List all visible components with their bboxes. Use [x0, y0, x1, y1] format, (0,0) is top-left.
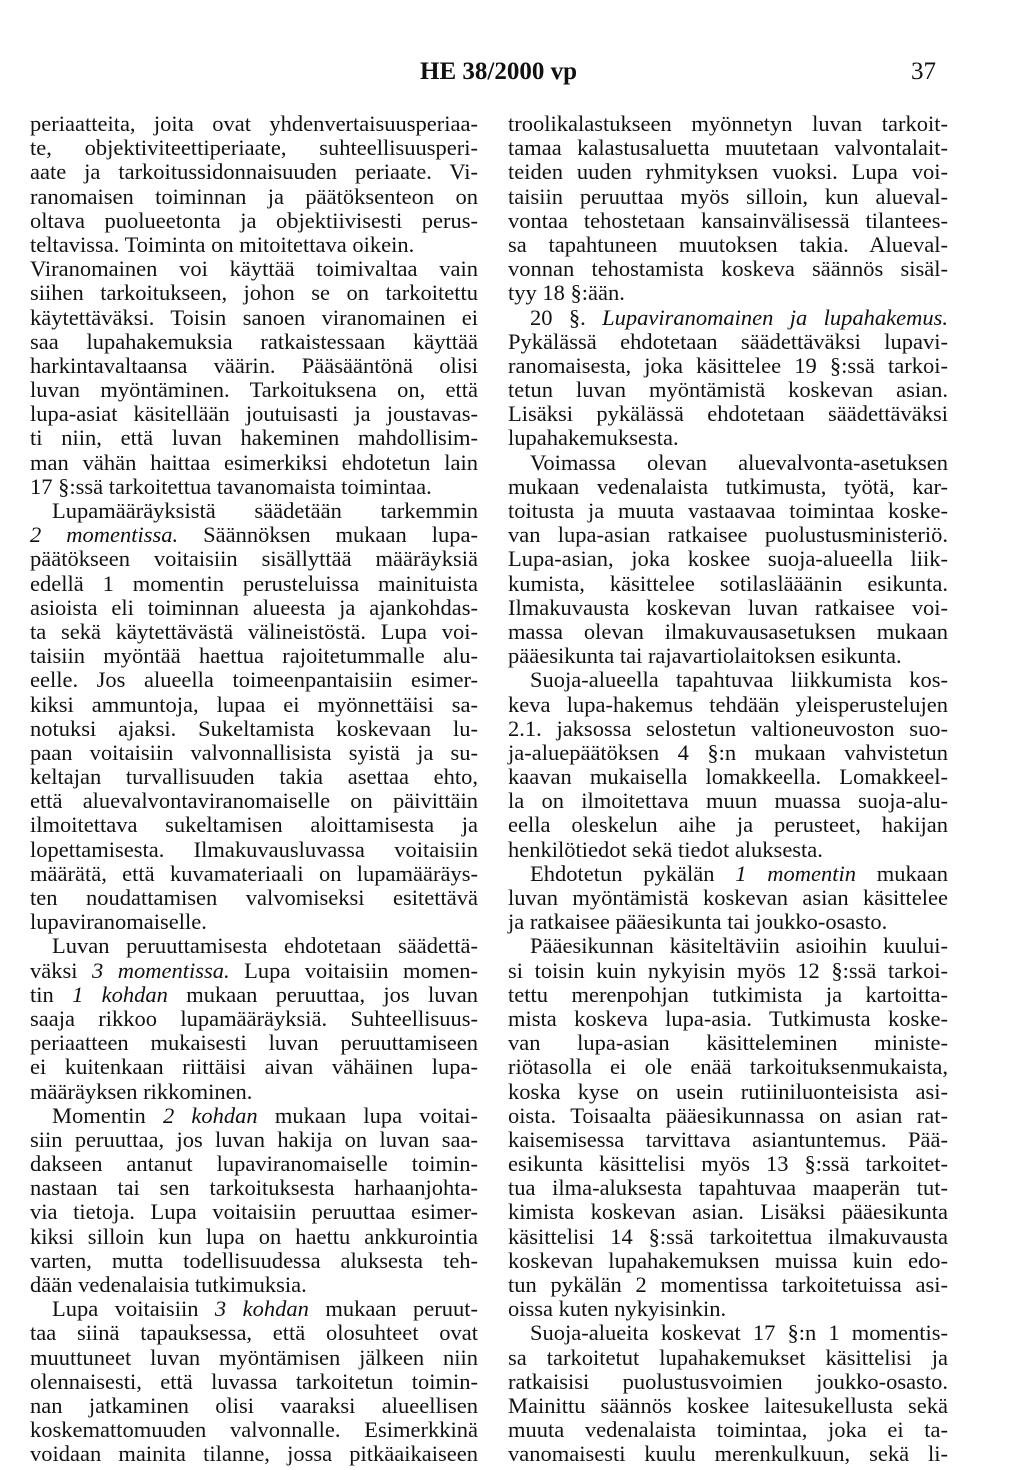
text-line: asioista eli toiminnan alueesta ja ajankohdas- — [30, 594, 478, 620]
text-line: lopettamisesta. Ilmakuvausluvassa voitaisiin — [30, 836, 478, 862]
text-line: eelle. Jos alueella toimeenpantaisiin esimer- — [30, 667, 478, 693]
text-line: ja-aluepäätöksen 4 §:n mukaan vahvistetun — [508, 739, 948, 765]
italic-reference: 2 momentissa. — [30, 522, 179, 548]
text-line: esikunta käsittelisi myös 13 §:ssä tarkoitet- — [508, 1151, 948, 1177]
text-line: saa lupahakemuksia ratkaistessaan käyttää — [30, 328, 478, 354]
text-line: koska kyse on usein rutiiniluonteisista asi- — [508, 1078, 948, 1104]
text-line: 2.1. jaksossa selostetun valtioneuvoston suo- — [508, 715, 948, 741]
text-line: sa tapahtuneen muutoksen takia. Alueval- — [508, 231, 948, 257]
text-line: saaja rikkoo lupamääräyksiä. Suhteellisuus- — [30, 1005, 478, 1031]
text-line: Lupa-asian, joka koskee suoja-alueella liik- — [508, 546, 948, 572]
right-column — [508, 112, 948, 1467]
text-line: muuta vedenalaista toimintaa, joka ei ta- — [508, 1417, 948, 1443]
text-line: periaatteen mukaisesti luvan peruuttamiseen — [30, 1030, 478, 1056]
text-line: käsittelisi 14 §:ssä tarkoitettua ilmakuvausta — [508, 1223, 948, 1249]
text-line: te, objektiviteettiperiaate, suhteellisuusperi- — [30, 135, 478, 161]
text-line: troolikalastukseen myönnetyn luvan tarkoit- — [508, 111, 948, 136]
text-line: kiksi ammuntoja, lupaa ei myönnettäisi sa- — [30, 691, 478, 717]
text-line: la on ilmoitettava muun muassa suoja-alu- — [508, 788, 948, 814]
text-line: taisiin myöntää haettua rajoitetummalle alu- — [30, 643, 478, 669]
text-line: Momentin 2 kohdan mukaan lupa voitai- — [52, 1102, 478, 1128]
text-line: ei kuitenkaan riittäisi aivan vähäinen lupa- — [30, 1054, 478, 1080]
text-line: luvan myöntäminen. Tarkoituksena on, että — [30, 377, 478, 403]
text-line: ranomaisen toiminnan ja päätöksenteon on — [30, 183, 478, 209]
text-line: tyy 18 §:ään. — [508, 280, 625, 306]
text-line: periaatteita, joita ovat yhdenvertaisuusperiaa- — [30, 111, 478, 136]
italic-reference: 2 kohdan — [162, 1102, 258, 1128]
text-line: määräyksen rikkominen. — [30, 1078, 253, 1104]
text-line: nan jatkaminen olisi vaaraksi alueellisen — [30, 1392, 478, 1418]
text-line: henkilötiedot sekä tiedot aluksesta. — [508, 836, 823, 862]
text-line: määrätä, että kuvamateriaali on lupamääräys- — [30, 860, 478, 886]
text-line: väksi 3 momentissa. Lupa voitaisiin momen- — [30, 957, 478, 983]
text-line: harkintavaltaansa väärin. Pääsääntönä olisi — [30, 352, 478, 378]
text-line: voidaan mainita tilanne, jossa pitkäaikaiseen — [30, 1441, 478, 1467]
text-line: lupahakemuksesta. — [508, 425, 679, 451]
text-line: 20 §. Lupaviranomainen ja lupahakemus. — [530, 304, 948, 330]
text-line: van lupa-asian käsitteleminen ministe- — [508, 1030, 948, 1056]
text-line: Ilmakuvausta koskevan luvan ratkaisee voi- — [508, 594, 948, 620]
text-line: että aluevalvontaviranomaiselle on päivittäin — [30, 788, 478, 814]
text-line: mukaan vedenalaista tutkimusta, työtä, kar- — [508, 473, 948, 499]
text-line: oltava puolueetonta ja objektiivisesti perus- — [30, 207, 478, 233]
italic-reference: 1 kohdan — [72, 981, 168, 1007]
text-line: siin peruuttaa, jos luvan hakija on luvan saa- — [30, 1126, 478, 1152]
italic-reference: 3 kohdan — [214, 1296, 309, 1322]
text-line: Suoja-alueella tapahtuvaa liikkumista kos- — [530, 667, 948, 693]
text-line: van lupa-asian ratkaisee puolustusministeriö. — [508, 522, 948, 548]
italic-reference: 3 momentissa. — [91, 957, 230, 983]
text-line: pääesikunta tai rajavartiolaitoksen esikunta. — [508, 643, 902, 669]
text-line: luvan myöntämistä koskevan asian käsittelee — [508, 885, 948, 910]
text-line: oissa kuten nykyisinkin. — [508, 1296, 727, 1322]
page-header — [0, 58, 1024, 92]
text-line: massa olevan ilmakuvausasetuksen mukaan — [508, 618, 948, 644]
text-line: man vähän haittaa esimerkiksi ehdotetun lain — [30, 449, 478, 475]
text-line: koskevan lupahakemuksen muissa kuin edo- — [508, 1247, 948, 1273]
italic-reference: 1 momentin — [735, 860, 856, 886]
text-line: dään vedenalaisia tutkimuksia. — [30, 1272, 307, 1297]
text-line: tamaa kalastusaluetta muutetaan valvontalait- — [508, 135, 948, 161]
text-line: Lupa voitaisiin 3 kohdan mukaan peruut- — [52, 1296, 478, 1322]
italic-reference: Lupaviranomainen ja lupahakemus. — [602, 304, 948, 330]
text-line: Lisäksi pykälässä ehdotetaan säädettäväksi — [508, 401, 948, 427]
text-line: siihen tarkoitukseen, johon se on tarkoitettu — [30, 280, 478, 306]
text-line: keva lupa-hakemus tehdään yleisperustelujen — [508, 691, 948, 717]
text-line: Luvan peruuttamisesta ehdotetaan säädettä- — [52, 933, 478, 959]
text-line: aate ja tarkoitussidonnaisuuden periaate. Vi- — [30, 159, 478, 185]
text-line: teiden uuden ryhmityksen vuoksi. Lupa voi- — [508, 159, 948, 185]
text-line: kiksi silloin kun lupa on haettu ankkurointia — [30, 1223, 478, 1249]
text-line: ten noudattamisen valvomiseksi esitettävä — [30, 885, 478, 910]
text-line: tua ilma-aluksesta tapahtuvaa maaperän tut- — [508, 1175, 948, 1201]
text-line: koskemattomuuden valvonnalle. Esimerkkinä — [30, 1417, 478, 1443]
text-line: ta sekä käytettävästä välineistöstä. Lupa voi- — [30, 618, 478, 644]
text-line: käytettäväksi. Toisin sanoen viranomainen ei — [30, 304, 478, 330]
left-column — [30, 112, 478, 1467]
text-line: nastaan tai sen tarkoituksesta harhaanjohta- — [30, 1175, 478, 1201]
text-line: taisiin peruuttaa myös silloin, kun alueval- — [508, 183, 948, 209]
document-id: HE 38/2000 vp — [420, 58, 577, 85]
text-line: Lupamääräyksistä säädetään tarkemmin — [52, 498, 478, 523]
text-line: varten, mutta todellisuudessa aluksesta teh- — [30, 1247, 478, 1273]
text-line: Pääesikunnan käsiteltäviin asioihin kuului- — [530, 933, 948, 959]
text-line: 2 momentissa. Säännöksen mukaan lupa- — [30, 522, 478, 548]
text-line: edellä 1 momentin perusteluissa mainituista — [30, 570, 478, 596]
text-line: Ehdotetun pykälän 1 momentin mukaan — [530, 860, 948, 886]
page-number: 37 — [911, 58, 936, 85]
text-line: Voimassa olevan aluevalvonta-asetuksen — [530, 449, 948, 475]
text-line: lupaviranomaiselle. — [30, 909, 207, 935]
text-line: via tietoja. Lupa voitaisiin peruuttaa esimer- — [30, 1199, 478, 1225]
text-line: Viranomainen voi käyttää toimivaltaa vain — [30, 256, 478, 282]
text-line: Mainittu säännös koskee laitesukellusta sekä — [508, 1392, 948, 1418]
text-line: päätökseen voitaisiin sisällyttää määräyksiä — [30, 546, 478, 572]
text-line: sa tarkoitetut lupahakemukset käsittelisi ja — [508, 1344, 948, 1370]
text-line: notuksi ajaksi. Sukeltamista koskevaan lu- — [30, 715, 478, 741]
text-line: tin 1 kohdan mukaan peruuttaa, jos luvan — [30, 981, 478, 1007]
text-line: olennaisesti, että luvassa tarkoitetun toimin- — [30, 1368, 478, 1394]
text-line: tetun luvan myöntämistä koskevan asian. — [508, 377, 948, 403]
text-line: paan voitaisiin valvonnallisista syistä ja su- — [30, 739, 478, 765]
text-line: kaavan mukaisella lomakkeella. Lomakkeel- — [508, 764, 948, 790]
text-line: toitusta ja muuta vastaavaa toimintaa koske- — [508, 498, 948, 523]
text-line: keltajan turvallisuuden takia asettaa ehto, — [30, 764, 478, 790]
text-line: kumista, käsittelee sotilaslääänin esikunta. — [508, 570, 948, 596]
text-line: muuttuneet luvan myöntämisen jälkeen niin — [30, 1344, 478, 1370]
text-line: ratkaisisi puolustusvoimien joukko-osasto. — [508, 1368, 948, 1394]
text-line: vanomaisesti kuulu merenkulkuun, sekä li- — [508, 1441, 948, 1467]
text-line: ilmoitettava sukeltamisen aloittamisesta ja — [30, 812, 478, 838]
text-line: si toisin kuin nykyisin myös 12 §:ssä tarkoi- — [508, 957, 948, 983]
text-line: 17 §:ssä tarkoitettua tavanomaista toimintaa. — [30, 473, 432, 499]
text-line: riötasolla ei ole enää tarkoituksenmukaista, — [508, 1054, 948, 1080]
text-line: teltavissa. Toiminta on mitoitettava oikein. — [30, 231, 415, 257]
text-line: ti niin, että luvan hakeminen mahdollisim- — [30, 425, 478, 451]
text-line: tettu merenpohjan tutkimista ja kartoitta- — [508, 981, 948, 1007]
text-line: vontaa tehostetaan kansainvälisessä tilantees- — [508, 207, 948, 233]
text-line: ranomaisesta, joka käsittelee 19 §:ssä tarkoi- — [508, 352, 948, 378]
text-line: Suoja-alueita koskevat 17 §:n 1 momentis- — [530, 1320, 948, 1346]
text-line: tun pykälän 2 momentissa tarkoitetuissa asi- — [508, 1272, 948, 1297]
text-line: kimista koskevan asian. Lisäksi pääesikunta — [508, 1199, 948, 1225]
text-line: Pykälässä ehdotetaan säädettäväksi lupavi- — [508, 328, 948, 354]
text-line: lupa-asiat käsitellään joutuisasti ja joustavas- — [30, 401, 478, 427]
text-line: kaisemisessa tarvittava asiantuntemus. Pää- — [508, 1126, 948, 1152]
text-line: taa siinä tapauksessa, että olosuhteet ovat — [30, 1320, 478, 1346]
text-line: eella oleskelun aihe ja perusteet, hakijan — [508, 812, 948, 838]
text-line: mista koskeva lupa-asia. Tutkimusta koske- — [508, 1005, 948, 1031]
text-line: vonnan tehostamista koskeva säännös sisäl- — [508, 256, 948, 282]
text-line: dakseen antanut lupaviranomaiselle toimin- — [30, 1151, 478, 1177]
text-line: oista. Toisaalta pääesikunnassa on asian rat- — [508, 1102, 948, 1128]
text-line: ja ratkaisee pääesikunta tai joukko-osasto. — [508, 909, 888, 935]
